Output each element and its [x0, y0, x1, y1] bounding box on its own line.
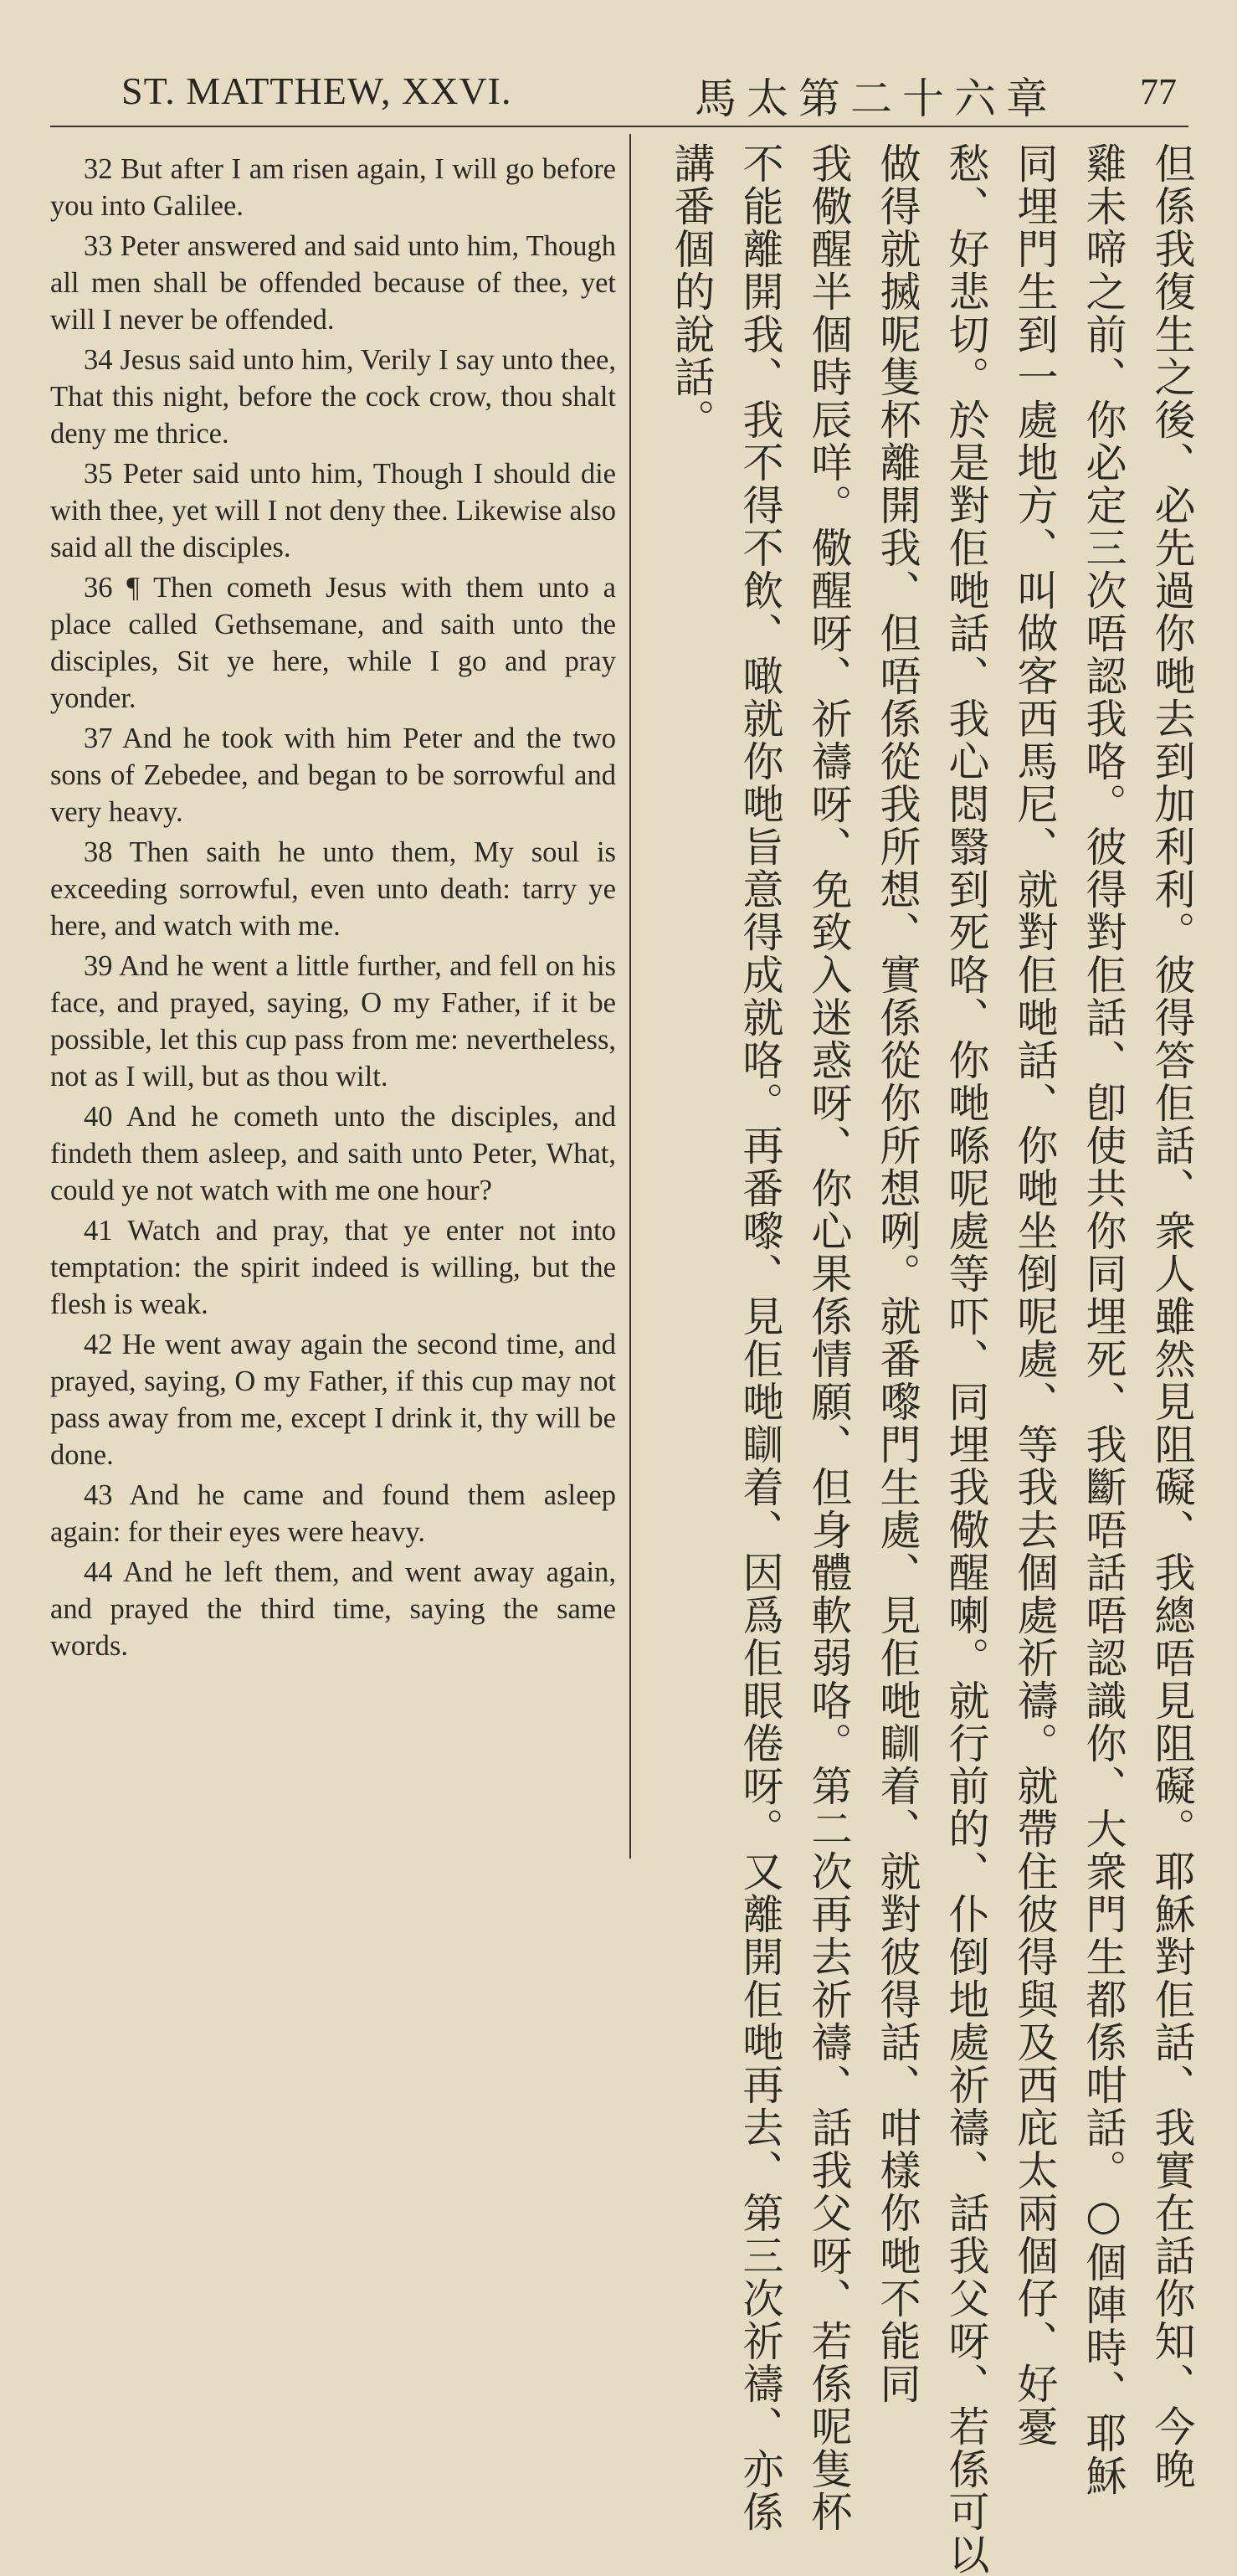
verse-38: 38 Then saith he unto them, My soul is exceeding sorrowful, even unto death: tarry ye here, and watch with me.	[50, 836, 616, 942]
verse-44: 44 And he left them, and went away again, and prayed the third time, saying the same words.	[50, 1556, 616, 1662]
verse-33: 33 Peter answered and said unto him, Though all men shall be offended because of thee, yet will I never be offended.	[50, 230, 616, 336]
verse-37: 37 And he took with him Peter and the two sons of Zebedee, and began to be sorrowful and very heavy.	[50, 722, 616, 828]
chinese-line: 我儆醒半個時辰咩。儆醒呀、祈禱呀、免致入迷惑呀、你心果係情願、但身體軟弱咯。第二次再去祈禱、話我父呀、若係呢隻杯	[805, 142, 853, 2533]
verse-40: 40 And he cometh unto the disciples, and findeth them asleep, and saith unto Peter, What, could ye not watch with me one hour?	[50, 1101, 616, 1206]
verse-39: 39 And he went a little further, and fell on his face, and prayed, saying, O my Father, if it be possible, let this cup pass from me: nevertheless, not as I will, but as thou wilt.	[50, 950, 616, 1093]
verse-35: 35 Peter said unto him, Though I should die with thee, yet will I not deny thee. Likewise also said all the disciples.	[50, 458, 616, 563]
verse-36: 36 ¶ Then cometh Jesus with them unto a place called Gethsemane, and saith unto the disciples, Sit ye here, while I go and pray yonder.	[50, 572, 616, 714]
verse-32: 32 But after I am risen again, I will go before you into Galilee.	[50, 153, 616, 222]
chinese-line: 雞未啼之前、你必定三次唔認我咯。彼得對佢話、卽使共你同埋死、我斷唔話唔認識你、大衆門生都係咁話。○個陣時、耶穌	[1080, 142, 1127, 2497]
chinese-line: 但係我復生之後、必先過你哋去到加利利。彼得答佢話、衆人雖然見阻礙、我總唔見阻礙。耶穌對佢話、我實在話你知、今晚	[1148, 142, 1196, 2491]
chinese-line: 愁、好悲切。於是對佢哋話、我心悶翳到死咯、你哋喺呢處等吓、同埋我儆醒喇。就行前的、仆倒地處祈禱、話我父呀、若係可以	[942, 142, 990, 2576]
chinese-line: 做得就搣呢隻杯離開我、但唔係從我所想、實係從你所想咧。就番嚟門生處、見佢哋瞓着、就對彼得話、咁樣你哋不能同	[874, 142, 921, 2405]
chinese-line: 同埋門生到一處地方、叫做客西馬尼、就對佢哋話、你哋坐倒呢處、等我去個處祈禱。就帶住彼得與及西庇太兩個仔、好憂	[1011, 142, 1059, 2448]
chinese-line: 講番個的說話。	[668, 142, 716, 441]
page-header	[0, 0, 1237, 134]
verse-34: 34 Jesus said unto him, Verily I say unto thee, That this night, before the cock crow, thou shalt deny me thrice.	[50, 344, 616, 450]
chinese-column	[653, 142, 1205, 2576]
verse-41: 41 Watch and pray, that ye enter not into temptation: the spirit indeed is willing, but the flesh is weak.	[50, 1215, 616, 1320]
column-divider	[629, 134, 631, 1859]
verse-43: 43 And he came and found them asleep again: for their eyes were heavy.	[50, 1479, 616, 1548]
chinese-running-title: 馬太第二十六章	[695, 75, 1058, 123]
english-running-title: ST. MATTHEW, XXVI.	[121, 69, 512, 112]
page-number: 77	[1140, 71, 1177, 112]
english-column	[50, 151, 616, 1833]
chinese-line: 不能離開我、我不得不飲、噉就你哋旨意得成就咯。再番嚟、見佢哋瞓着、因爲佢眼倦呀。又離開佢哋再去、第三次祈禱、亦係	[737, 142, 784, 2533]
header-rule	[50, 126, 1188, 127]
verse-42: 42 He went away again the second time, and prayed, saying, O my Father, if this cup may not pass away from me, except I drink it, thy will be done.	[50, 1329, 616, 1471]
